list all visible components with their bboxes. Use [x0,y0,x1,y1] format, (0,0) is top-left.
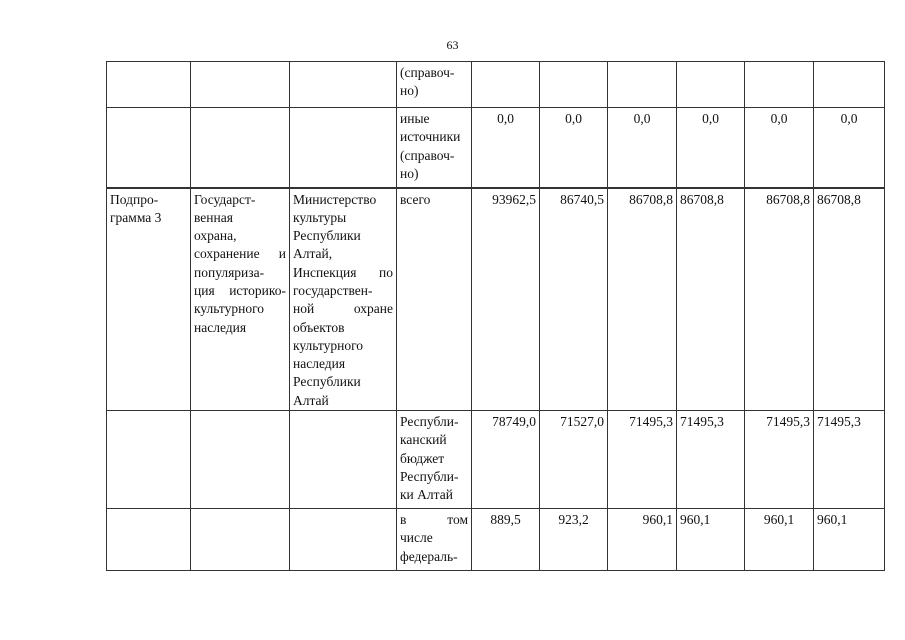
cell-c1 [107,62,191,108]
table-row [107,509,885,571]
value-cell: 86708,8 [677,188,745,411]
cell-text-line: (справоч- [400,147,455,163]
value-cell: 960,1 [677,509,745,571]
table-row [107,188,885,411]
cell-c3 [290,62,397,108]
cell-text-line: культурного [293,337,364,353]
cell-c2 [191,108,290,188]
cell-c2 [191,509,290,571]
value-cell [677,62,745,108]
cell-text-line: всего [400,191,431,207]
table-row [107,62,885,108]
cell-c1 [107,108,191,188]
cell-text-line: Республики [293,228,361,244]
cell-text-line: культурного [194,301,265,317]
cell-text-line: иные [400,111,430,126]
cell-c4 [397,509,472,571]
cell-text-line: грамма 3 [110,209,162,225]
cell-text-line: но) [400,165,419,181]
cell-text-line: Государст- [194,191,256,207]
value-cell: 71495,3 [677,411,745,509]
value-cell: 0,0 [472,108,540,188]
cell-c3 [290,509,397,571]
cell-c2 [191,411,290,509]
value-cell: 0,0 [608,108,677,188]
cell-text-line: Алтай, [293,246,333,262]
value-cell: 0,0 [540,108,608,188]
value-cell: 71495,3 [608,411,677,509]
value-cell: 923,2 [540,509,608,571]
cell-text-line: федераль- [400,548,458,564]
cell-c1 [107,188,191,411]
cell-text-line: Республи- [400,414,459,430]
cell-text-line: объектов [293,319,345,335]
value-cell: 71495,3 [814,411,885,509]
value-cell: 960,1 [608,509,677,571]
cell-c3 [290,411,397,509]
cell-text-line: ки Алтай [400,487,453,503]
cell-text-line: Алтай [293,392,329,408]
value-cell [745,62,814,108]
value-cell: 86708,8 [745,188,814,411]
cell-text-line: источники [400,129,461,145]
page-number: 63 [446,38,459,52]
cell-text-line: Министерство [293,191,377,207]
value-cell: 71527,0 [540,411,608,509]
value-cell [608,62,677,108]
cell-c4 [397,411,472,509]
cell-text-line: Подпро- [110,191,159,207]
cell-text-line: Республи- [400,468,459,484]
cell-c3 [290,108,397,188]
cell-text-line: числе [400,530,433,546]
value-cell [814,62,885,108]
value-cell: 71495,3 [745,411,814,509]
cell-text-line: популяриза- [194,264,265,280]
cell-c1 [107,509,191,571]
value-cell: 0,0 [677,108,745,188]
cell-text-line: ной охране [293,301,393,317]
cell-text-line: (справоч- [400,65,455,80]
cell-c2 [191,188,290,411]
table-row [107,411,885,509]
cell-text-line: наследия [293,356,346,372]
cell-c3 [290,188,397,411]
value-cell: 93962,5 [472,188,540,411]
value-cell [472,62,540,108]
cell-c4 [397,62,472,108]
cell-text-line: сохранение и [194,246,286,262]
cell-text-line: ция историко- [194,282,286,298]
value-cell: 78749,0 [472,411,540,509]
value-cell: 960,1 [814,509,885,571]
table-row [107,108,885,188]
cell-text-line: венная [194,209,233,225]
cell-c4 [397,108,472,188]
budget-table [106,61,885,571]
cell-text-line: в том [400,512,468,528]
value-cell [540,62,608,108]
cell-c1 [107,411,191,509]
cell-text-line: Инспекция по [293,264,393,280]
value-cell: 889,5 [472,509,540,571]
value-cell: 0,0 [814,108,885,188]
cell-text-line: государствен- [293,282,373,298]
value-cell: 86708,8 [814,188,885,411]
value-cell: 86708,8 [608,188,677,411]
cell-c2 [191,62,290,108]
cell-text-line: культуры [293,209,347,225]
cell-text-line: бюджет [400,450,445,466]
value-cell: 0,0 [745,108,814,188]
value-cell: 960,1 [745,509,814,571]
cell-text-line: Республики [293,374,361,390]
cell-text-line: но) [400,83,419,99]
value-cell: 86740,5 [540,188,608,411]
cell-text-line: наследия [194,319,247,335]
cell-text-line: канский [400,432,447,448]
cell-text-line: охрана, [194,228,237,244]
cell-c4 [397,188,472,411]
